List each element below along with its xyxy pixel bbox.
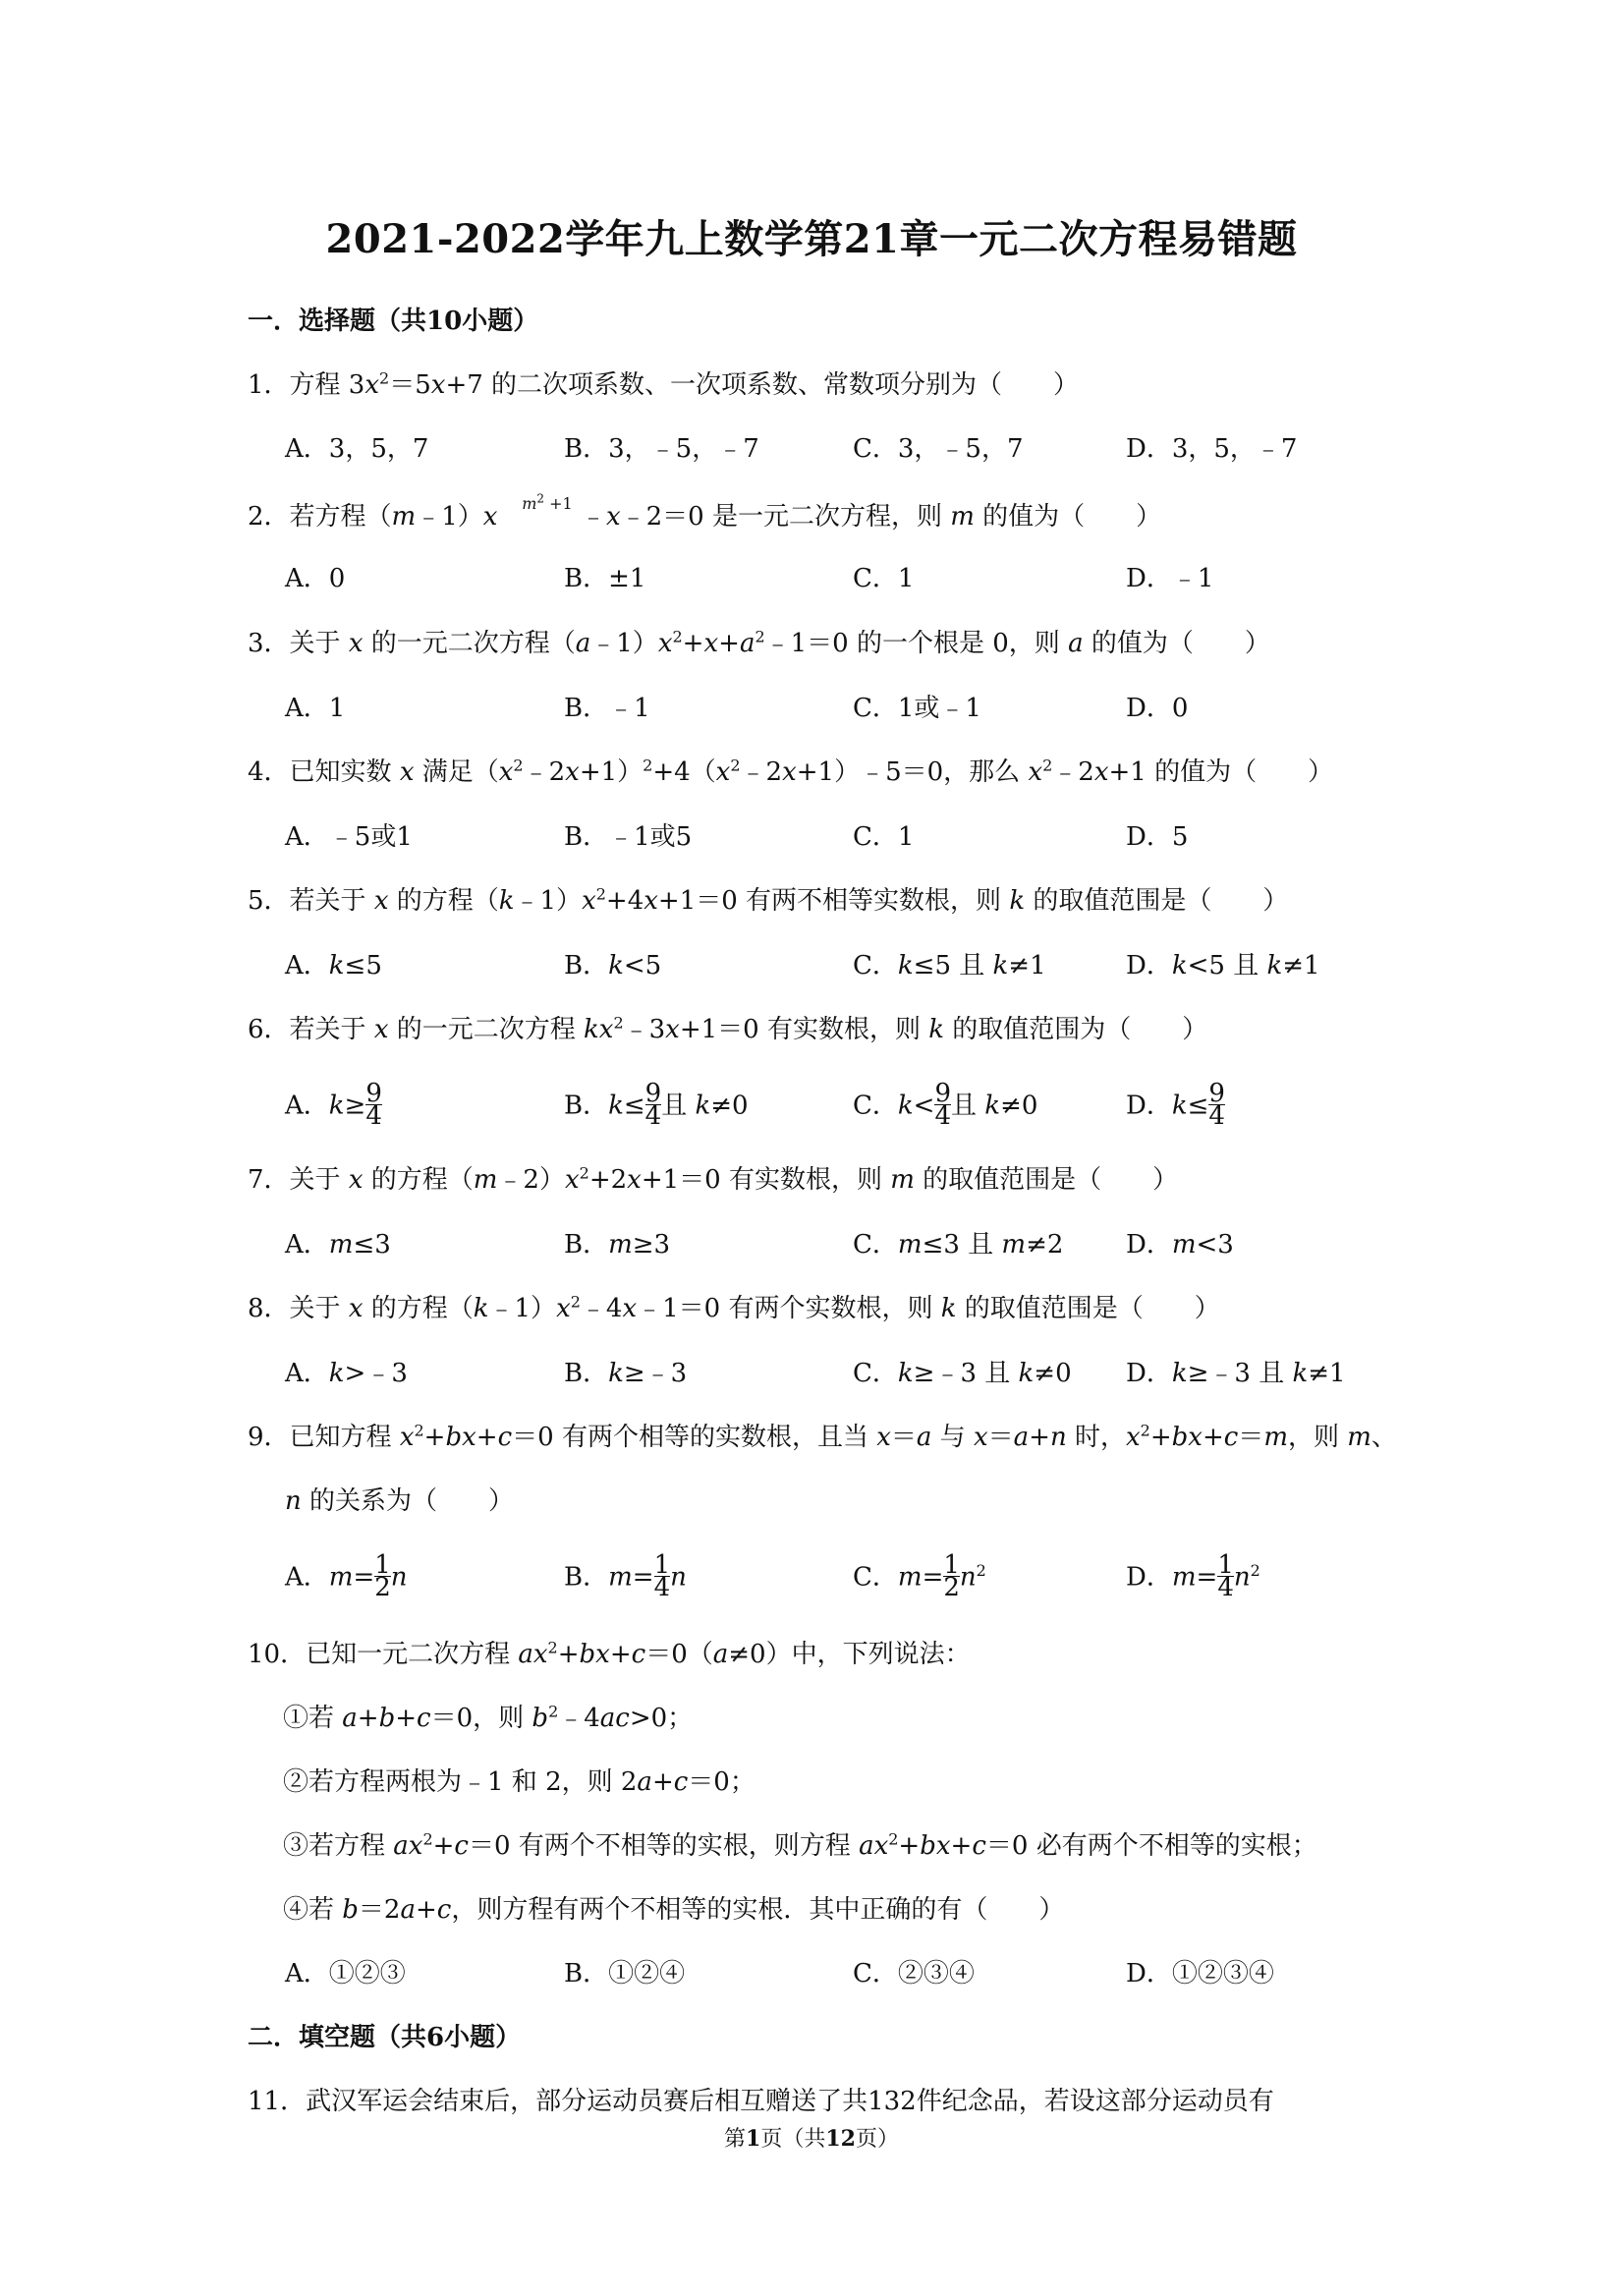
option-b[interactable]: B．k≤ $\frac{9}{4}$ 且 k≠0 <box>564 1079 749 1131</box>
options-8 <box>285 1353 1366 1388</box>
options-7 <box>285 1224 1366 1260</box>
options-1 <box>285 428 1366 464</box>
option-d[interactable]: D．k<5 且 k≠1 <box>1126 951 1320 980</box>
option-d[interactable]: D．k≥﹣3 且 k≠1 <box>1126 1359 1346 1388</box>
question-11: 11．武汉军运会结束后，部分运动员赛后相互赠送了共132件纪念品，若设这部分运动员有 <box>248 2087 1274 2116</box>
statement-2: ②若方程两根为﹣1 和 2，则 2a+c＝0； <box>283 1767 756 1797</box>
option-c[interactable]: C．1或﹣1 <box>853 694 981 723</box>
question-2: 2．若方程（m﹣1）x $^{m^2 +1}$ ﹣x﹣2＝0 是一元二次方程，则 m 的值为（ ） <box>248 492 1162 532</box>
option-b[interactable]: B．k≥﹣3 <box>564 1359 688 1388</box>
document-title: 2021-2022学年九上数学第21章一元二次方程易错题 <box>325 216 1298 262</box>
question-4: 4．已知实数 x 满足$(x^2﹣2x+1)^2+4(x^2﹣2x+1)﹣5=0$，那么 $x^2﹣2x+1$ 的值为（ ） <box>248 756 1334 787</box>
option-a[interactable]: A．m= $\frac{1}{2}$ n <box>285 1550 408 1602</box>
question-8: 8．关于 x 的方程$(k﹣1)x^2﹣4x﹣1=0$ 有两个实数根，则 k 的取值范围是（ ） <box>248 1292 1220 1323</box>
options-2 <box>285 558 1366 593</box>
option-d[interactable]: D．﹣1 <box>1126 564 1214 593</box>
question-1: 1．方程 $3x^2=5x+7$ 的二次项系数、一次项系数、常数项分别为（ ） <box>248 368 1080 400</box>
option-a[interactable]: A．m≤3 <box>285 1230 391 1260</box>
statement-4: ④若 b＝2a+c，则方程有两个不相等的实根．其中正确的有（ ） <box>283 1895 1065 1925</box>
page-footer: 第1页（共12页） <box>724 2126 899 2152</box>
option-b[interactable]: B．﹣1 <box>564 694 650 723</box>
question-5: 5．若关于 x 的方程$(k﹣1)x^2+4x+1=0$ 有两不相等实数根，则 k 的取值范围是（ ） <box>248 884 1289 916</box>
option-d[interactable]: D．①②③④ <box>1126 1959 1274 1988</box>
option-a[interactable]: A．0 <box>285 564 346 593</box>
question-9-continued: n 的关系为（ ） <box>285 1486 515 1516</box>
option-d[interactable]: D．3，5，﹣7 <box>1126 434 1298 464</box>
statement-1: ①若 a+b+c＝0，则 $b^2﹣4ac>0$； <box>283 1702 694 1733</box>
option-a[interactable]: A．1 <box>285 694 346 723</box>
option-c[interactable]: C．m= $\frac{1}{2}$ $n^2$ <box>853 1550 986 1602</box>
option-b[interactable]: B．m≥3 <box>564 1230 671 1260</box>
options-4 <box>285 816 1366 852</box>
option-c[interactable]: C．1 <box>853 822 915 852</box>
option-a[interactable]: A．﹣5或1 <box>285 822 413 852</box>
section-heading-fill-in: 二．填空题（共6小题） <box>248 2023 522 2052</box>
option-d[interactable]: D．m<3 <box>1126 1230 1234 1260</box>
option-b[interactable]: B．m= $\frac{1}{4}$ n <box>564 1550 687 1602</box>
section-heading-choice: 一．选择题（共10小题） <box>248 307 539 336</box>
option-b[interactable]: B．k<5 <box>564 951 662 980</box>
option-c[interactable]: C．1 <box>853 564 915 593</box>
options-5 <box>285 945 1366 980</box>
option-a[interactable]: A．k≤5 <box>285 951 382 980</box>
option-d[interactable]: D．m= $\frac{1}{4}$ $n^2$ <box>1126 1550 1260 1602</box>
statement-3: ③若方程 $ax^2+c=0$ 有两个不相等的实根，则方程 $ax^2+bx+c=0$ 必有两个不相等的实根； <box>283 1829 1317 1861</box>
option-a[interactable]: A．k>﹣3 <box>285 1359 408 1388</box>
option-d[interactable]: D．0 <box>1126 694 1189 723</box>
question-7: 7．关于 x 的方程$(m﹣2)x^2+2x+1=0$ 有实数根，则 m 的取值范围是（ ） <box>248 1163 1179 1195</box>
option-b[interactable]: B．①②④ <box>564 1959 686 1988</box>
options-3 <box>285 688 1366 723</box>
option-a[interactable]: A．k≥ $\frac{9}{4}$ <box>285 1079 382 1131</box>
question-3: 3．关于 x 的一元二次方程$(a﹣1)x^2+x+a^2﹣1=0$ 的一个根是 0，则 a 的值为（ ） <box>248 627 1270 658</box>
option-d[interactable]: D．k≤ $\frac{9}{4}$ <box>1126 1079 1225 1131</box>
option-c[interactable]: C．k≥﹣3 且 k≠0 <box>853 1359 1072 1388</box>
option-c[interactable]: C．②③④ <box>853 1959 975 1988</box>
option-c[interactable]: C．k≤5 且 k≠1 <box>853 951 1046 980</box>
options-6 <box>285 1079 1366 1131</box>
option-a[interactable]: A．①②③ <box>285 1959 406 1988</box>
option-c[interactable]: C．k< $\frac{9}{4}$ 且 k≠0 <box>853 1079 1038 1131</box>
question-9: 9．已知方程 $x^2+bx+c=0$ 有两个相等的实数根，且当 x＝a 与 x＝a+n 时，$x^2+bx+c=m$，则 m、 <box>248 1421 1397 1452</box>
option-c[interactable]: C．3，﹣5，7 <box>853 434 1024 464</box>
options-10 <box>285 1953 1366 1988</box>
option-a[interactable]: A．3，5，7 <box>285 434 429 464</box>
option-b[interactable]: B．3，﹣5，﹣7 <box>564 434 759 464</box>
option-b[interactable]: B．±1 <box>564 564 646 593</box>
question-6: 6．若关于 x 的一元二次方程 $kx^2﹣3x+1=0$ 有实数根，则 k 的取值范围为（ ） <box>248 1013 1208 1044</box>
options-9 <box>285 1550 1366 1602</box>
option-d[interactable]: D．5 <box>1126 822 1189 852</box>
option-c[interactable]: C．m≤3 且 m≠2 <box>853 1230 1064 1260</box>
question-10: 10．已知一元二次方程 $ax^2+bx+c=0(a\ne 0)$中，下列说法： <box>248 1638 971 1669</box>
option-b[interactable]: B．﹣1或5 <box>564 822 693 852</box>
